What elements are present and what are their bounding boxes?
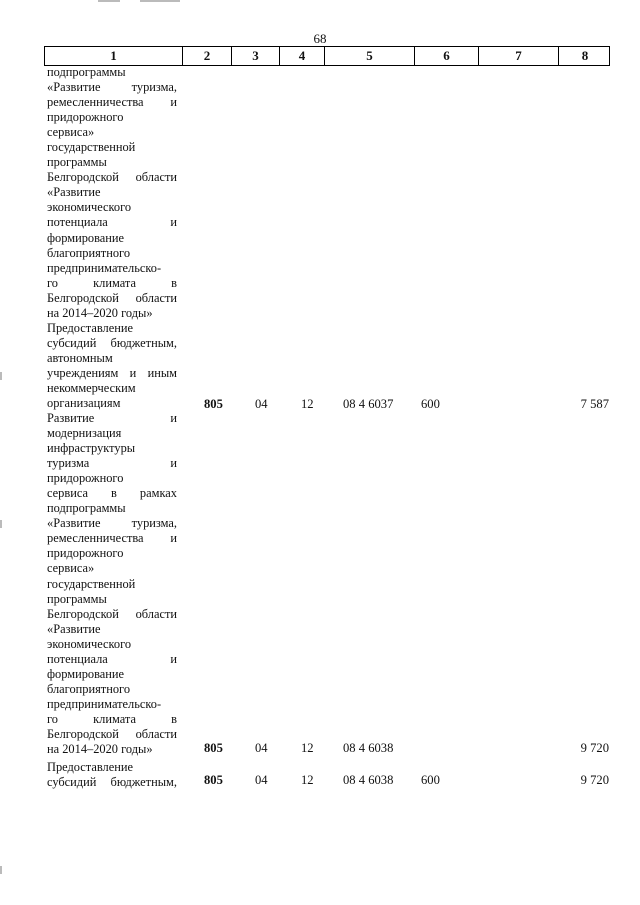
- description-word: рамках: [139, 486, 177, 501]
- cell-section: 04: [255, 397, 268, 411]
- cell-expense-type: 600: [421, 397, 440, 411]
- description-line: формирование: [47, 230, 125, 245]
- description-word: и: [170, 215, 177, 230]
- description-line: государственной: [47, 576, 136, 591]
- description-line: автономным: [47, 350, 113, 365]
- description-line: модернизация: [47, 426, 122, 441]
- description-line: [47, 712, 177, 727]
- column-header: 8: [581, 48, 589, 63]
- description-word: области: [135, 170, 177, 185]
- description-word: Белгородской: [47, 170, 119, 185]
- cell-ministry-code: 805: [204, 773, 223, 787]
- description-line: [47, 291, 177, 306]
- description-word: и: [129, 365, 137, 380]
- cell-amount: 9 720: [580, 773, 609, 787]
- cell-amount: 9 720: [580, 741, 609, 755]
- description-line: [47, 80, 177, 95]
- description-line: подпрограммы: [47, 65, 126, 79]
- cell-section: 04: [255, 773, 268, 787]
- description-line: [47, 516, 177, 531]
- cell-ministry-code: 805: [204, 741, 223, 755]
- description-line: придорожного: [47, 110, 124, 125]
- description-word: сервиса: [47, 486, 88, 501]
- cell-target-item: 08 4 6038: [343, 773, 394, 787]
- description-line: государственной: [47, 140, 136, 155]
- description-word: в: [171, 711, 177, 726]
- description-line: [47, 215, 177, 230]
- description-word: учреждениям: [47, 365, 119, 380]
- description-word: бюджетным,: [110, 335, 177, 350]
- description-word: го: [47, 711, 58, 726]
- description-word: субсидий: [47, 775, 97, 790]
- cell-target-item: 08 4 6037: [343, 397, 394, 411]
- description-word: ремесленничества: [47, 95, 144, 110]
- description-line: предпринимательско-: [47, 696, 162, 711]
- description-word: области: [135, 606, 177, 621]
- description-line: Предоставление: [47, 320, 133, 335]
- description-word: в: [111, 486, 117, 501]
- description-word: области: [135, 726, 177, 741]
- description-line: [47, 531, 177, 546]
- description-line: Предоставление: [47, 760, 133, 774]
- description-word: и: [170, 531, 177, 546]
- description-line: [47, 607, 177, 622]
- description-line: организациям: [47, 396, 121, 411]
- scan-artifact: [0, 372, 2, 380]
- description-line: «Развитие: [47, 621, 101, 636]
- description-word: и: [170, 651, 177, 666]
- column-header: 1: [45, 47, 183, 65]
- description-word: потенциала: [47, 215, 108, 230]
- row-description: [47, 65, 177, 411]
- description-word: в: [171, 275, 177, 290]
- description-word: туризма,: [131, 80, 177, 95]
- description-line: [47, 95, 177, 110]
- scan-artifact: [140, 0, 180, 2]
- column-header: 7: [479, 47, 559, 65]
- column-header: 2: [183, 47, 232, 65]
- description-line: благоприятного: [47, 681, 131, 696]
- description-line: некоммерческим: [47, 380, 136, 395]
- description-word: области: [135, 290, 177, 305]
- description-line: [47, 366, 177, 381]
- description-line: [47, 727, 177, 742]
- description-word: туризма,: [131, 516, 177, 531]
- description-line: на 2014–2020 годы»: [47, 305, 153, 320]
- scan-artifact: [0, 520, 2, 528]
- cell-expense-type: 600: [421, 773, 440, 787]
- description-word: и: [170, 411, 177, 425]
- table-row: [0, 773, 640, 789]
- cell-section: 04: [255, 741, 268, 755]
- description-word: климата: [93, 275, 136, 290]
- description-word: туризма: [47, 456, 90, 471]
- description-line: сервиса»: [47, 125, 95, 140]
- column-header: 5: [325, 47, 415, 65]
- description-line: инфраструктуры: [47, 441, 136, 456]
- description-line: [47, 170, 177, 185]
- cell-amount: 7 587: [580, 397, 609, 411]
- description-word: Развитие: [47, 411, 95, 425]
- description-line: благоприятного: [47, 245, 131, 260]
- cell-subsection: 12: [301, 773, 314, 787]
- description-word: потенциала: [47, 651, 108, 666]
- description-line: подпрограммы: [47, 501, 126, 516]
- table-row: [0, 397, 640, 413]
- description-word: Белгородской: [47, 290, 119, 305]
- description-line: «Развитие: [47, 185, 101, 200]
- description-line: [47, 652, 177, 667]
- description-line: экономического: [47, 200, 132, 215]
- description-line: экономического: [47, 636, 132, 651]
- description-word: «Развитие: [47, 516, 101, 531]
- description-line: формирование: [47, 666, 125, 681]
- description-word: Белгородской: [47, 726, 119, 741]
- column-header: 3: [232, 47, 280, 65]
- description-word: бюджетным,: [110, 775, 177, 790]
- cell-subsection: 12: [301, 397, 314, 411]
- description-word: Белгородской: [47, 606, 119, 621]
- description-word: иным: [147, 365, 177, 380]
- description-line: придорожного: [47, 546, 124, 561]
- cell-target-item: 08 4 6038: [343, 741, 394, 755]
- description-word: климата: [93, 711, 136, 726]
- description-word: «Развитие: [47, 80, 101, 95]
- description-line: программы: [47, 155, 107, 170]
- description-line: [47, 276, 177, 291]
- scan-artifact: [0, 866, 2, 874]
- description-line: придорожного: [47, 471, 124, 486]
- description-line: предпринимательско-: [47, 260, 162, 275]
- description-line: программы: [47, 591, 107, 606]
- description-line: [47, 486, 177, 501]
- description-line: [47, 456, 177, 471]
- page-number: 68: [313, 31, 327, 46]
- description-word: го: [47, 275, 58, 290]
- description-line: [47, 336, 177, 351]
- row-description: [47, 411, 177, 757]
- cell-subsection: 12: [301, 741, 314, 755]
- cell-ministry-code: 805: [204, 397, 223, 411]
- description-line: [47, 411, 177, 426]
- column-header: 6: [415, 47, 479, 65]
- description-word: и: [170, 456, 177, 471]
- description-word: и: [170, 95, 177, 110]
- description-line: на 2014–2020 годы»: [47, 742, 153, 757]
- column-header: 4: [280, 47, 325, 65]
- description-word: субсидий: [47, 335, 97, 350]
- description-word: ремесленничества: [47, 531, 144, 546]
- table-row: [0, 741, 640, 757]
- scan-artifact: [98, 0, 120, 2]
- table-header: [44, 46, 610, 66]
- description-line: сервиса»: [47, 561, 95, 576]
